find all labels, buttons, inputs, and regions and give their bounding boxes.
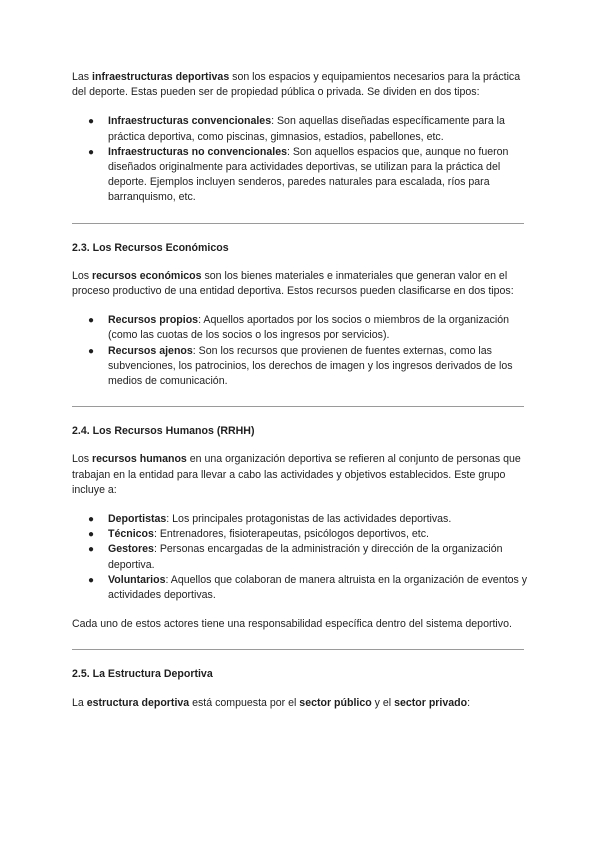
list-item: ● Recursos propios: Aquellos aportados por los socios o miembros de la organización (como las cuotas de los socios o los ingresos por servicios).: [88, 314, 510, 342]
list-item: ● Deportistas: Los principales protagonistas de las actividades deportivas.: [72, 512, 528, 527]
list-item: ● Infraestructuras no convencionales: Son aquellos espacios que, aunque no fueron diseñados originalmente para actividades deportivas, se utilizan para la práctica del deporte. Ejemplos incluyen senderos, paredes naturales para escalada, ríos para barranquismo, etc.: [88, 145, 509, 204]
list-item: ● Gestores: Personas encargadas de la administración y dirección de la organización deportiva.: [88, 543, 503, 571]
section-paragraph: Los recursos humanos en una organización deportiva se refieren al conjunto de personas que trabajan en la entidad para llevar a cabo las actividades y objetivos establecidos. Este grupo incluye a:: [72, 453, 521, 496]
section-paragraph: La estructura deportiva está compuesta por el sector público y el sector privado:: [72, 696, 471, 709]
list-item: ● Infraestructuras convencionales: Son aquellas diseñadas específicamente para la práctica deportiva, como piscinas, gimnasios, estadios, pabellones, etc.: [88, 115, 505, 143]
document-page: [72, 70, 528, 725]
section-2-4-list: [72, 512, 528, 603]
bullet-icon: ●: [88, 116, 95, 128]
section-divider: [72, 406, 524, 407]
list-item: ● Voluntarios: Aquellos que colaboran de manera altruista en la organización de eventos y actividades deportivas.: [88, 573, 528, 602]
bullet-icon: ●: [88, 345, 95, 357]
bullet-icon: ●: [88, 574, 95, 586]
section-heading-2-3: 2.3. Los Recursos Económicos: [72, 241, 229, 254]
bullet-icon: ●: [88, 146, 95, 158]
closing-paragraph: Cada uno de estos actores tiene una responsabilidad específica dentro del sistema deportivo.: [72, 618, 512, 631]
intro-list: [72, 114, 528, 205]
section-paragraph: Los recursos económicos son los bienes materiales e inmateriales que generan valor en el proceso productivo de una entidad deportiva. Estos recursos pueden clasificarse en dos tipos:: [72, 269, 514, 298]
list-item: ● Técnicos: Entrenadores, fisioterapeutas, psicólogos deportivos, etc.: [72, 527, 528, 542]
section-2-3-list: [72, 313, 528, 389]
intro-paragraph: Las infraestructuras deportivas son los espacios y equipamientos necesarios para la práctica del deporte. Estas pueden ser de propiedad pública o privada. Se dividen en dos tipos:: [72, 71, 521, 99]
section-divider: [72, 649, 524, 650]
section-divider: [72, 223, 524, 224]
bullet-icon: ●: [88, 514, 95, 526]
bullet-icon: ●: [88, 544, 95, 556]
bullet-icon: ●: [88, 529, 95, 541]
section-heading-2-4: 2.4. Los Recursos Humanos (RRHH): [72, 425, 255, 438]
section-heading-2-5: 2.5. La Estructura Deportiva: [72, 668, 213, 681]
intro-term: infraestructuras deportivas: [92, 71, 230, 83]
bullet-icon: ●: [88, 315, 95, 327]
list-item: ● Recursos ajenos: Son los recursos que provienen de fuentes externas, como las subvenciones, los patrocinios, los derechos de imagen y los ingresos derivados de los medios de comunicación.: [88, 344, 513, 388]
